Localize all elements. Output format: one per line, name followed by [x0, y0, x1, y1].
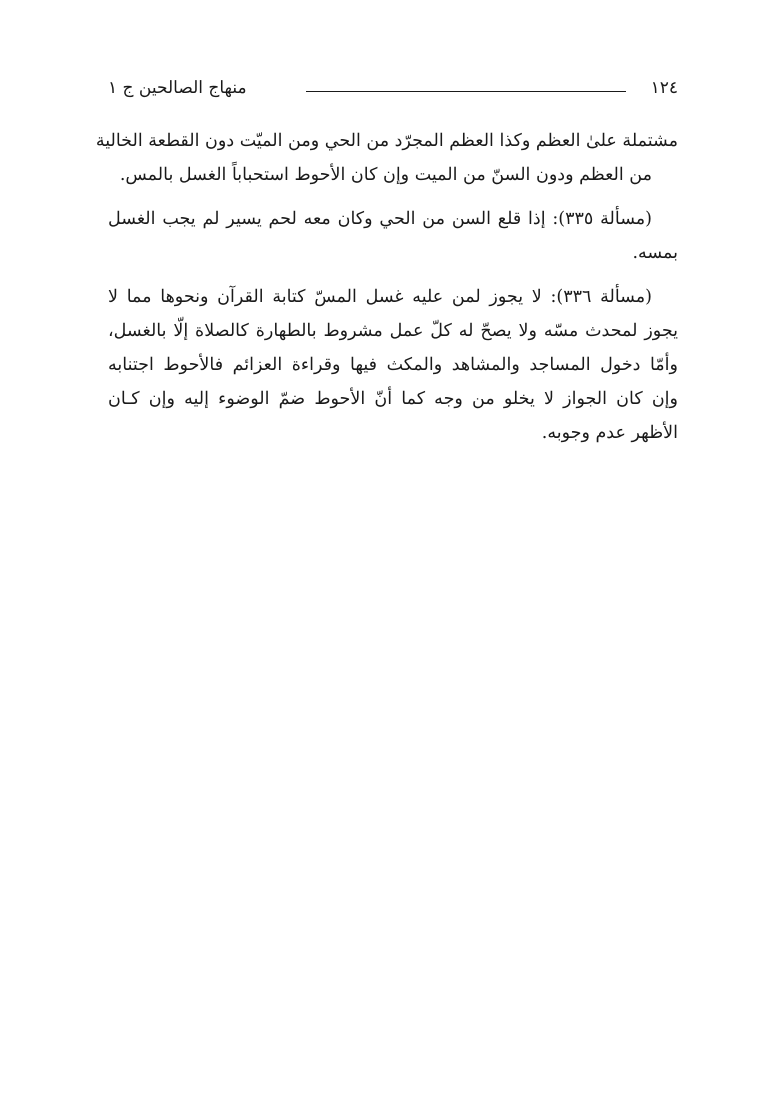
- page-number: ١٢٤: [650, 78, 678, 98]
- text-line: مشتملة علىٰ العظم وكذا العظم المجرّد من الحي ومن الميّت دون القطعة الخالية: [95, 131, 678, 151]
- page-header: [108, 76, 678, 102]
- paragraph-issue-336: [108, 280, 678, 450]
- paragraph-continuation: [95, 124, 678, 192]
- text-line: من العظم ودون السنّ من الميت وإن كان الأحوط استحباباً الغسل بالمس.: [119, 165, 652, 185]
- text-line: (مسألة ٣٣٥): إذا قلع السن من الحي وكان معه لحم يسير لم يجب الغسل: [108, 209, 653, 229]
- text-line: وإن كان الجواز لا يخلو من وجه كما أنّ الأحوط ضمّ الوضوء إليه وإن كـان: [108, 389, 678, 409]
- page-body: [95, 124, 678, 460]
- text-line: وأمّا دخول المساجد والمشاهد والمكث فيها وقراءة العزائم فالأحوط اجتنابه: [108, 355, 678, 375]
- book-title: منهاج الصالحين ج ١: [108, 78, 247, 98]
- header-rule: [306, 91, 626, 92]
- text-line: بمسه.: [632, 243, 678, 263]
- text-line: الأظهر عدم وجوبه.: [541, 423, 678, 443]
- text-line: يجوز لمحدث مسّه ولا يصحّ له كلّ عمل مشروط بالطهارة كالصلاة إلّا بالغسل،: [108, 321, 678, 341]
- text-line: (مسألة ٣٣٦): لا يجوز لمن عليه غسل المسّ كتابة القرآن ونحوها مما لا: [108, 287, 652, 307]
- paragraph-issue-335: [108, 202, 678, 270]
